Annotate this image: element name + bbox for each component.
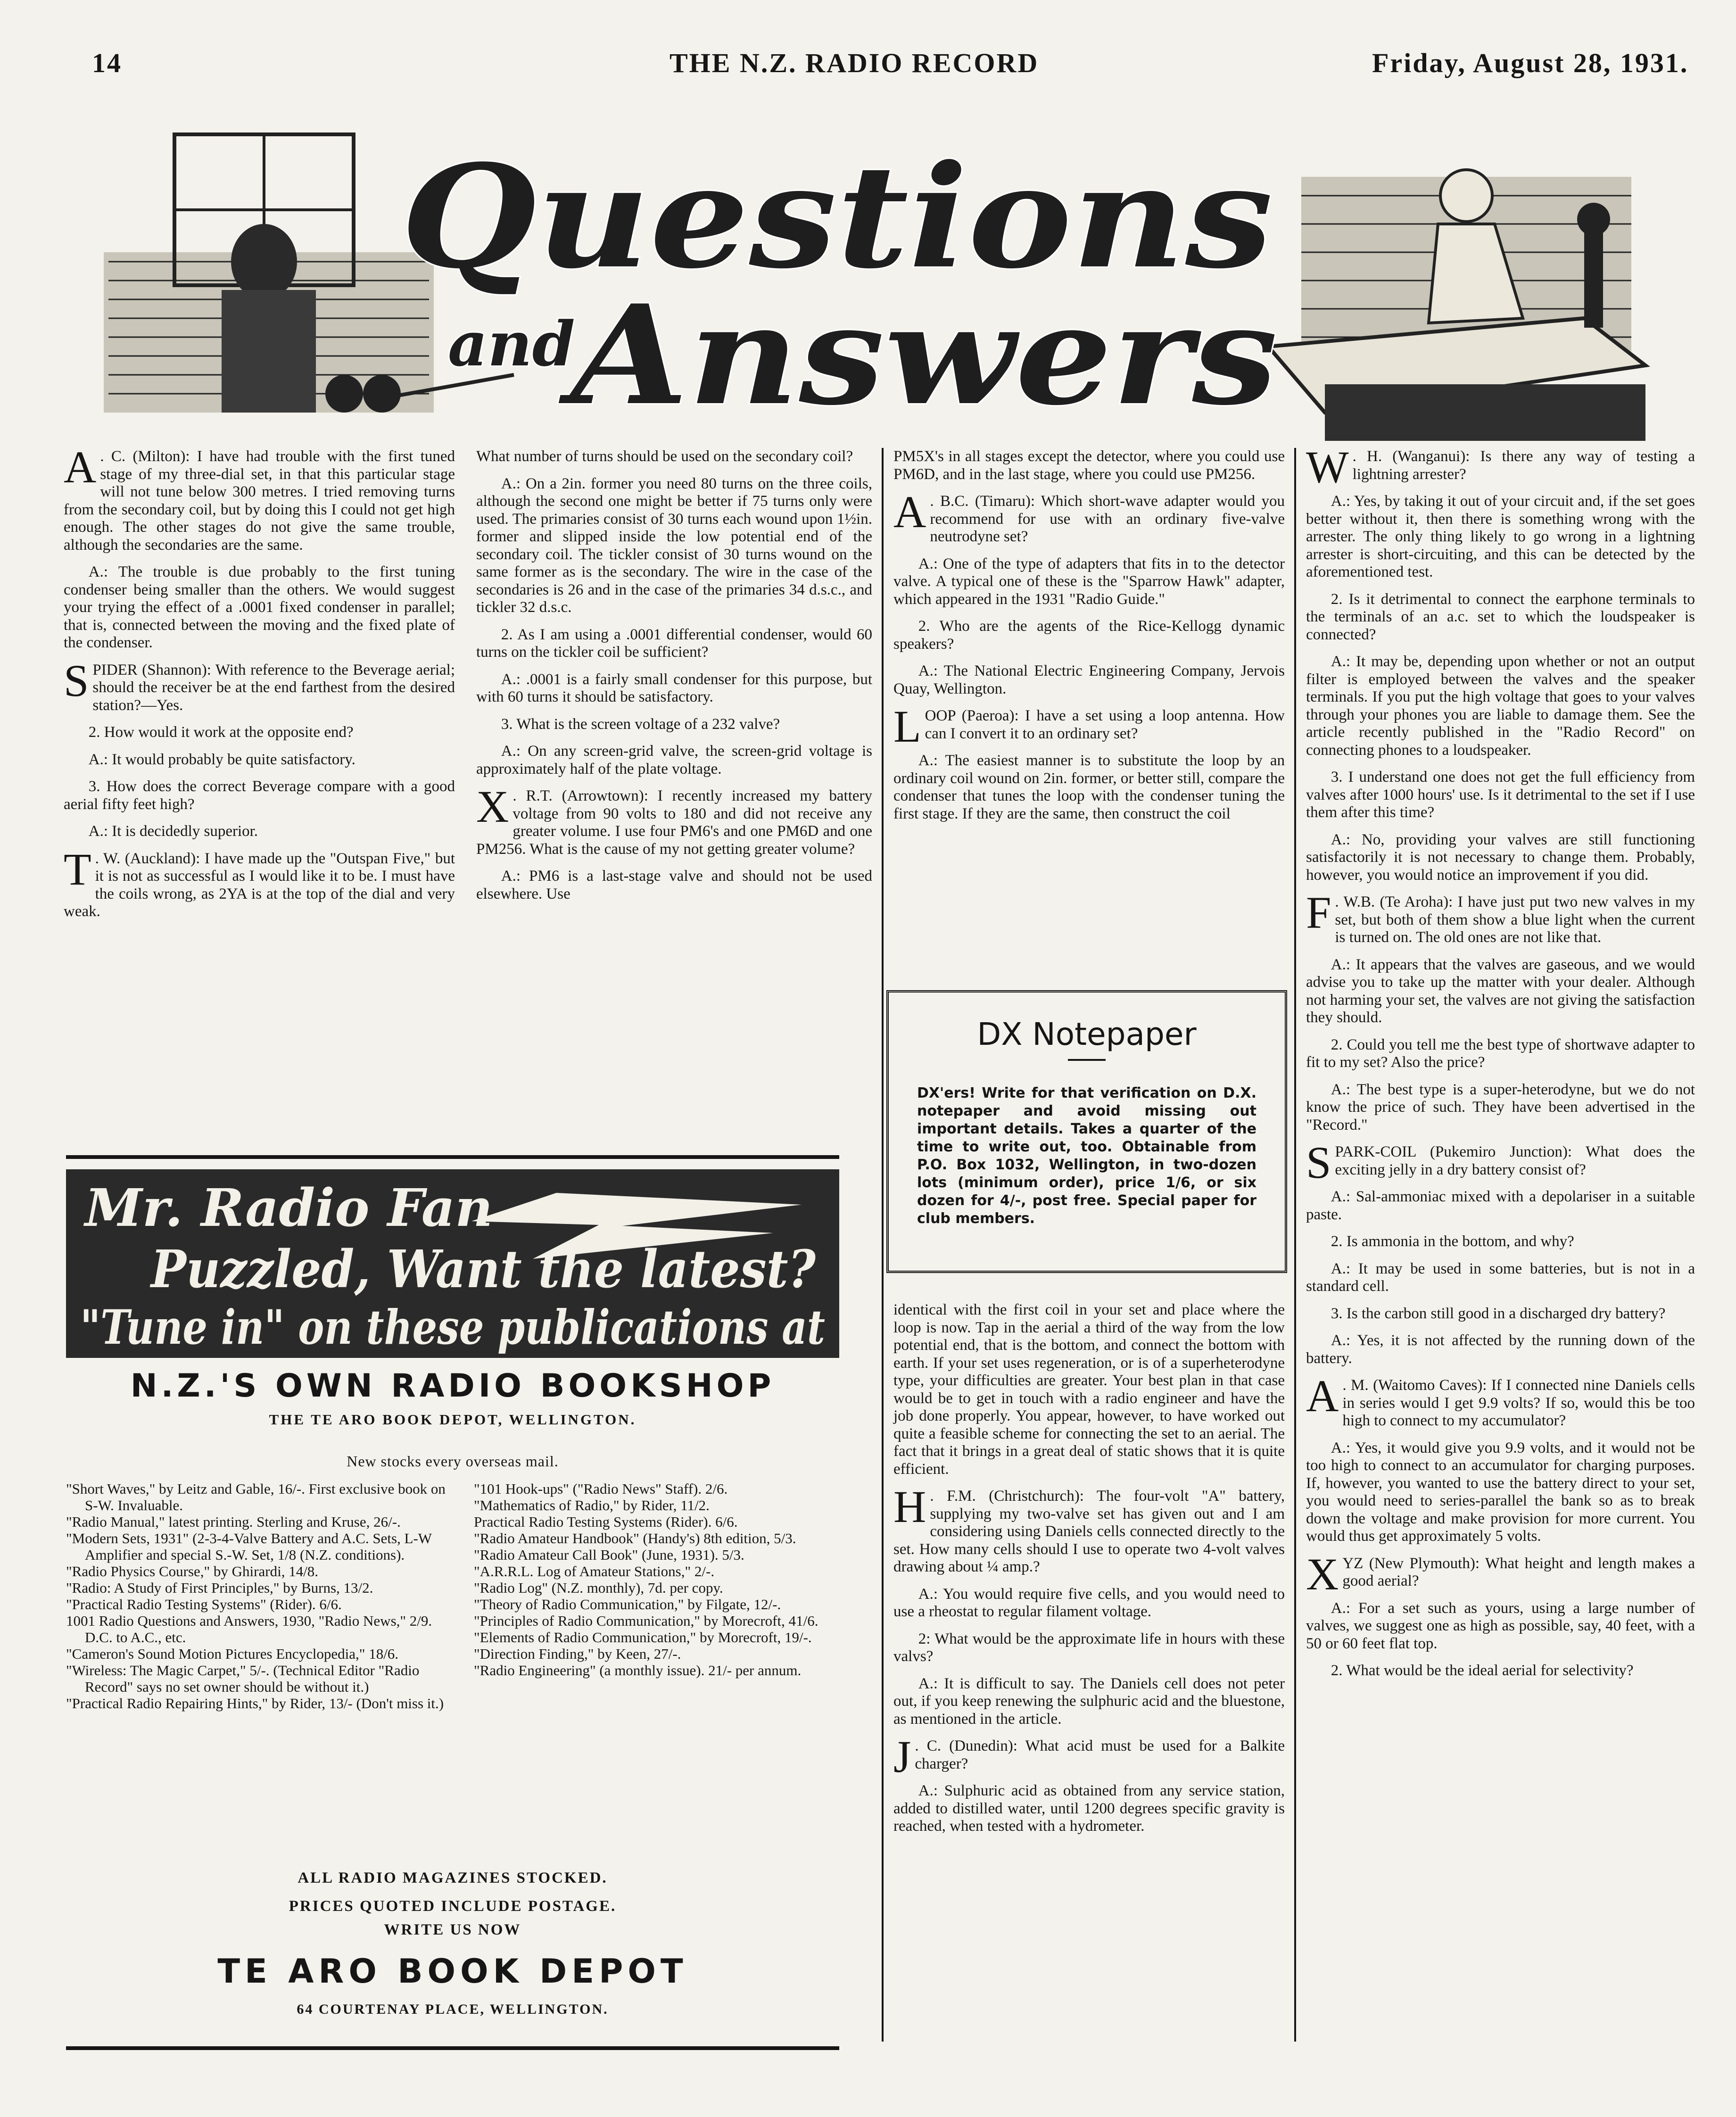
- correspondent-name: YZ (New Plymouth):: [1342, 1555, 1480, 1572]
- drop-cap: A: [1306, 1371, 1339, 1421]
- correspondent-name: OOP (Paeroa):: [925, 707, 1019, 724]
- banner-word-and: and: [448, 308, 575, 380]
- question-entry: [893, 1481, 1285, 1576]
- question-text: I have just put two new valves in my set, but both of them show a blue light when the current is turned on. The old ones are not like that.: [1335, 893, 1695, 946]
- answer-paragraph: 3. How does the correct Beverage compare with a good aerial fifty feet high?: [64, 778, 455, 813]
- book-entry: "Principles of Radio Communication," by Morecroft, 41/6.: [474, 1613, 818, 1629]
- drop-cap: F: [1306, 887, 1331, 938]
- column-3-upper: [893, 448, 1285, 832]
- book-list-right: [474, 1480, 839, 1679]
- column-3-lower: [893, 1301, 1285, 1845]
- answer-paragraph: A.: It would probably be quite satisfactory.: [88, 751, 355, 768]
- answer-paragraph: PM5X's in all stages except the detector, where you could use PM6D, and in the last stage, where you could use PM256.: [893, 448, 1285, 483]
- answer-paragraph: A.: No, providing your valves are still functioning satisfactorily it is not necessary to change them. Probably, however, you would notice an improvement if you did.: [1306, 831, 1695, 884]
- new-stocks-note: New stocks every overseas mail.: [347, 1453, 559, 1470]
- answer-paragraph: A.: Yes, it would give you 9.9 volts, and it would not be too high to connect to an accumulator for charging purposes. If, however, you wanted to use the battery direct to your set, you would need to series-parallel the bank so as to break down the voltage and make provision for more current. You would thus get approximately 5 volts.: [1306, 1439, 1695, 1545]
- book-entry: "Practical Radio Repairing Hints," by Rider, 13/- (Don't miss it.): [66, 1695, 444, 1712]
- answer-paragraph: A.: On a 2in. former you need 80 turns on the three coils, although the second one might be better if 75 turns only were used. The primaries consist of 30 turns each wound upon 1½in. former and slipped inside the low potential end of the secondary coil. The tickler consist of 30 turns wound on the same former as is the secondary. The wire in the case of the secondaries is 26 and in the case of the primaries 34 d.s.c., and tickler 32 d.s.c.: [476, 475, 872, 616]
- drop-cap: J: [893, 1731, 911, 1782]
- question-entry: [893, 701, 1285, 752]
- writer-at-desk-illustration: [1268, 170, 1645, 441]
- book-entry: "Radio Amateur Handbook" (Handy's) 8th edition, 5/3.: [474, 1530, 796, 1546]
- book-entry: "A.R.R.L. Log of Amateur Stations," 2/-.: [474, 1563, 715, 1579]
- answer-paragraph: A.: Yes, by taking it out of your circuit and, if the set goes better without it, then there is something wrong with the arrester. The only thing likely to go wrong in a lightning arrester is short-circuiting, and this can be detected by the aforementioned test.: [1306, 493, 1695, 580]
- banner-word-questions: Questions: [401, 133, 1273, 300]
- advert-line-2: Puzzled, Want the latest?: [149, 1239, 817, 1299]
- answer-paragraph: 2: What would be the approximate life in hours with these valvs?: [893, 1630, 1285, 1665]
- dx-notepaper-title: DX Notepaper: [977, 1016, 1197, 1052]
- answer-paragraph: 2. How would it work at the opposite end?: [88, 724, 354, 741]
- correspondent-name: . B.C. (Timaru):: [930, 493, 1035, 510]
- book-list-left: [66, 1480, 453, 1712]
- answer-paragraph: A.: The trouble is due probably to the first tuning condenser being smaller than the others. We would suggest your trying the effect of a .0001 fixed condenser in parallel; that is, connected between the moving and the fixed plate of the condenser.: [64, 563, 455, 651]
- answer-paragraph: 3. What is the screen voltage of a 232 valve?: [501, 715, 780, 733]
- mr-radio-fan-advert: [66, 1169, 839, 1358]
- answer-paragraph: A.: Yes, it is not affected by the running down of the battery.: [1306, 1332, 1695, 1367]
- answer-paragraph: A.: It may be used in some batteries, but is not in a standard cell.: [1306, 1260, 1695, 1295]
- book-entry: "Modern Sets, 1931" (2-3-4-Valve Battery and A.C. Sets, L-W Amplifier and special S.-W. Set, 1/8 (N.Z. conditions).: [66, 1530, 432, 1563]
- answer-paragraph: identical with the first coil in your set and place where the loop is now. Tap in the aerial a third of the way from the low potential end, that is the bottom, and connect the bottom with earth. If your set uses regeneration, or is of a superheterodyne type, your difficulties are greater. Your best plan in that case would be to get in touch with a radio engineer and have the job done properly. You appear, however, to have worked out quite a feasible scheme for connecting the set to an aerial. The fact that it brings in a great deal of static shows that it is quite efficient.: [893, 1301, 1285, 1478]
- book-entry: Practical Radio Testing Systems (Rider). 6/6.: [474, 1513, 738, 1530]
- book-entry: "Direction Finding," by Keen, 27/-.: [474, 1646, 681, 1662]
- drop-cap: L: [893, 701, 921, 752]
- book-entry: "101 Hook-ups" ("Radio News" Staff). 2/6.: [474, 1480, 728, 1497]
- book-entry: "Radio Physics Course," by Ghirardi, 14/8.: [66, 1563, 319, 1579]
- answer-paragraph: What number of turns should be used on the secondary coil?: [476, 448, 853, 465]
- answer-paragraph: 2. As I am using a .0001 differential condenser, would 60 turns on the tickler coil be sufficient?: [476, 626, 872, 661]
- answer-paragraph: A.: It appears that the valves are gaseous, and we would advise you to take up the matter with your dealer. Although not harming your set, the valves are not giving the satisfaction they should.: [1306, 956, 1695, 1026]
- correspondent-name: . M. (Waitomo Caves):: [1342, 1377, 1487, 1394]
- question-text: I recently increased my battery voltage from 90 volts to 180 and did not receive any greater volume. I use four PM6's and one PM6D and one PM256. What is the cause of my not getting greater volume?: [476, 787, 872, 858]
- answer-paragraph: A.: It is difficult to say. The Daniels cell does not peter out, if you keep renewing the sulphuric acid and the bluestone, as mentioned in the article.: [893, 1675, 1285, 1728]
- question-text: Which short-wave adapter would you recommend for use with an ordinary five-valve neutrodyne set?: [930, 493, 1285, 545]
- magazines-stocked: ALL RADIO MAGAZINES STOCKED.: [298, 1869, 608, 1886]
- drop-cap: H: [893, 1481, 926, 1532]
- answer-paragraph: A.: On any screen-grid valve, the screen-grid voltage is approximately half of the plate voltage.: [476, 743, 872, 777]
- book-entry: "Radio Manual," latest printing. Sterling and Kruse, 26/-.: [66, 1513, 401, 1530]
- question-text: I have had trouble with the first tuned stage of my three-dial set, in that this particular stage will not tune below 300 metres. I tried removing turns from the secondary coil, but by doing this I could not get high enough. The other stages do not give the same trouble, although the secondaries are the same.: [64, 448, 455, 554]
- banner-word-answers: Answers: [558, 275, 1278, 436]
- question-entry: [893, 487, 1285, 546]
- drop-cap: W: [1306, 442, 1349, 492]
- drop-cap: X: [1306, 1548, 1339, 1599]
- book-entry: "Wireless: The Magic Carpet," 5/-. (Technical Editor "Radio Record" says no set owner should be without it.): [66, 1662, 420, 1695]
- answer-paragraph: A.: The best type is a super-heterodyne, but we do not know the price of such. They have been advertised in the "Record.": [1306, 1081, 1695, 1133]
- correspondent-name: . C. (Milton):: [100, 448, 190, 465]
- column-divider: [882, 448, 884, 2042]
- drop-cap: S: [64, 655, 89, 706]
- question-entry: [1306, 1371, 1695, 1430]
- question-text: What acid must be used for a Balkite charger?: [915, 1737, 1285, 1772]
- drop-cap: S: [1306, 1137, 1331, 1188]
- answer-paragraph: 2. Is it detrimental to connect the earphone terminals to the terminals of an a.c. set to which the loudspeaker is connected?: [1306, 590, 1695, 643]
- divider: [1068, 1059, 1106, 1061]
- answer-paragraph: A.: For a set such as yours, using a large number of valves, we suggest one as high as possible, say, 40 feet, with a 50 or 60 feet flat top.: [1306, 1599, 1695, 1652]
- correspondent-name: . R.T. (Arrowtown):: [513, 787, 648, 804]
- question-entry: [64, 843, 455, 921]
- issue-date: Friday, August 28, 1931.: [1372, 48, 1689, 78]
- te-aro-book-depot: TE ARO BOOK DEPOT: [217, 1952, 688, 1991]
- book-entry: "Theory of Radio Communication," by Filgate, 12/-.: [474, 1596, 781, 1613]
- column-divider: [1294, 448, 1296, 2042]
- question-entry: [476, 781, 872, 858]
- question-entry: [1306, 1548, 1695, 1599]
- answer-paragraph: 2. What would be the ideal aerial for selectivity?: [1331, 1662, 1634, 1679]
- question-text: With reference to the Beverage aerial; should the receiver be at the end farthest from the desired station?—Yes.: [92, 661, 455, 714]
- questions-and-answers-banner: [99, 120, 1664, 441]
- correspondent-name: . H. (Wanganui):: [1352, 448, 1470, 465]
- advert-line-3: "Tune in" on these publications at: [80, 1299, 825, 1355]
- answer-paragraph: 3. Is the carbon still good in a discharged dry battery?: [1331, 1305, 1666, 1322]
- write-us-now: WRITE US NOW: [384, 1921, 521, 1938]
- question-text: I have a set using a loop antenna. How can I convert it to an ordinary set?: [925, 707, 1285, 742]
- column-1: [64, 442, 455, 930]
- answer-paragraph: 2. Who are the agents of the Rice-Kellogg dynamic speakers?: [893, 618, 1285, 653]
- question-text: If I connected nine Daniels cells in series would I get 9.9 volts? If so, would this be too high to connect to my accumulator?: [1342, 1377, 1695, 1429]
- question-text: The four-volt "A" battery, supplying my two-valve set has given out and I am considering using Daniels cells connected directly to the set. How many cells should I use to operate two 4-volt valves drawing about ¼ amp.?: [893, 1488, 1285, 1575]
- book-entry: "Elements of Radio Communication," by Morecroft, 19/-.: [474, 1629, 812, 1646]
- question-text: I have made up the "Outspan Five," but it is not as successful as I would like it to be. I must have the coils wrong, as 2YA is at the top of the dial and very weak.: [64, 850, 455, 920]
- correspondent-name: PARK-COIL (Pukemiro Junction):: [1335, 1143, 1572, 1160]
- answer-paragraph: A.: Sal-ammoniac mixed with a depolariser in a suitable paste.: [1306, 1188, 1695, 1223]
- advert-bottom-rule: [66, 2046, 839, 2050]
- drop-cap: A: [64, 442, 97, 492]
- question-entry: [1306, 887, 1695, 947]
- book-entry: "Cameron's Sound Motion Pictures Encyclopedia," 18/6.: [66, 1646, 399, 1662]
- advert-top-rule: [66, 1155, 839, 1159]
- bookshop-title: N.Z.'S OWN RADIO BOOKSHOP: [130, 1367, 775, 1405]
- correspondent-name: . W. (Auckland):: [95, 850, 200, 867]
- correspondent-name: . W.B. (Te Aroha):: [1335, 893, 1453, 910]
- column-4: [1306, 442, 1695, 1689]
- answer-paragraph: A.: You would require five cells, and you would need to use a rheostat to regular filament voltage.: [893, 1585, 1285, 1620]
- book-entry: 1001 Radio Questions and Answers, 1930, "Radio News," 2/9. D.C. to A.C., etc.: [66, 1613, 432, 1646]
- book-entry: "Radio Amateur Call Book" (June, 1931). 5/3.: [474, 1546, 744, 1563]
- question-entry: [1306, 442, 1695, 492]
- publication-title: THE N.Z. RADIO RECORD: [670, 48, 1039, 78]
- drop-cap: X: [476, 781, 509, 832]
- correspondent-name: PIDER (Shannon):: [92, 661, 211, 678]
- book-entry: "Short Waves," by Leitz and Gable, 16/-. First exclusive book on S-W. Invaluable.: [66, 1480, 446, 1513]
- answer-paragraph: A.: .0001 is a fairly small condenser for this purpose, but with 60 turns it should be satisfactory.: [476, 670, 872, 705]
- book-entry: "Mathematics of Radio," by Rider, 11/2.: [474, 1497, 710, 1513]
- question-text: Is there any way of testing a lightning arrester?: [1352, 448, 1695, 483]
- answer-paragraph: A.: The easiest manner is to substitute the loop by an ordinary coil wound on 2in. former, or better still, compare the condenser that tunes the loop with the condenser tuning the first stage. If they are the same, then construct the coil: [893, 752, 1285, 822]
- question-entry: [64, 442, 455, 554]
- answer-paragraph: 2. Is ammonia in the bottom, and why?: [1331, 1233, 1574, 1250]
- question-text: What height and length makes a good aerial?: [1342, 1555, 1695, 1589]
- question-text: What does the exciting jelly in a dry battery consist of?: [1335, 1143, 1695, 1178]
- answer-paragraph: 3. I understand one does not get the full efficiency from valves after 1000 hours' use. Is it detrimental to the set if I use them after this time?: [1306, 769, 1695, 821]
- book-entry: "Practical Radio Testing Systems" (Rider). 6/6.: [66, 1596, 342, 1613]
- book-entry: "Radio Engineering" (a monthly issue). 21/- per annum.: [474, 1662, 802, 1679]
- answer-paragraph: A.: It may be, depending upon whether or not an output filter is employed between the valves and the speaker terminals. If you put the high voltage that goes to your valves through your phones you are liable to damage them. See the article recently published in the "Radio Record" on connecting phones to a loudspeaker.: [1306, 653, 1695, 759]
- banner-lettering: [401, 133, 1278, 436]
- answer-paragraph: A.: Sulphuric acid as obtained from any service station, added to distilled water, until 1200 degrees specific gravity is reached, when tested with a hydrometer.: [893, 1782, 1285, 1835]
- answer-paragraph: A.: It is decidedly superior.: [88, 823, 258, 840]
- question-entry: [893, 1731, 1285, 1782]
- question-entry: [1306, 1137, 1695, 1188]
- dx-notepaper-body: DX'ers! Write for that verification on D.X. notepaper and avoid missing out important details. Takes a quarter of the time to write out, too. Obtainable from P.O. Box 1032, Wellington, in two-dozen lots (minimum order), price 1/6, or six dozen for 4/-, post free. Special paper for club members.: [917, 1085, 1257, 1227]
- prices-note: PRICES QUOTED INCLUDE POSTAGE.: [289, 1898, 617, 1915]
- answer-paragraph: A.: One of the type of adapters that fits in to the detector valve. A typical one of these is the "Sparrow Hawk" adapter, which appeared in the 1931 "Radio Guide.": [893, 555, 1285, 608]
- question-entry: [64, 655, 455, 715]
- drop-cap: A: [893, 487, 926, 537]
- dx-notepaper-notice: [886, 990, 1287, 1273]
- depot-address: 64 COURTENAY PLACE, WELLINGTON.: [297, 2001, 609, 2017]
- column-2: [476, 448, 872, 912]
- book-entry: "Radio: A Study of First Principles," by Burns, 13/2.: [66, 1579, 373, 1596]
- answer-paragraph: A.: The National Electric Engineering Company, Jervois Quay, Wellington.: [893, 662, 1285, 697]
- answer-paragraph: 2. Could you tell me the best type of shortwave adapter to fit to my set? Also the price?: [1306, 1036, 1695, 1071]
- page-number: 14: [92, 48, 122, 78]
- bookshop-heading: [66, 1363, 839, 1470]
- correspondent-name: . F.M. (Christchurch):: [930, 1488, 1084, 1505]
- answer-paragraph: A.: PM6 is a last-stage valve and should not be used elsewhere. Use: [476, 868, 872, 902]
- drop-cap: T: [64, 843, 91, 894]
- advert-line-1: Mr. Radio Fan: [85, 1177, 493, 1238]
- correspondent-name: . C. (Dunedin):: [915, 1737, 1017, 1754]
- bookshop-subtitle: THE TE ARO BOOK DEPOT, WELLINGTON.: [269, 1411, 637, 1428]
- book-entry: "Radio Log" (N.Z. monthly), 7d. per copy.: [474, 1579, 723, 1596]
